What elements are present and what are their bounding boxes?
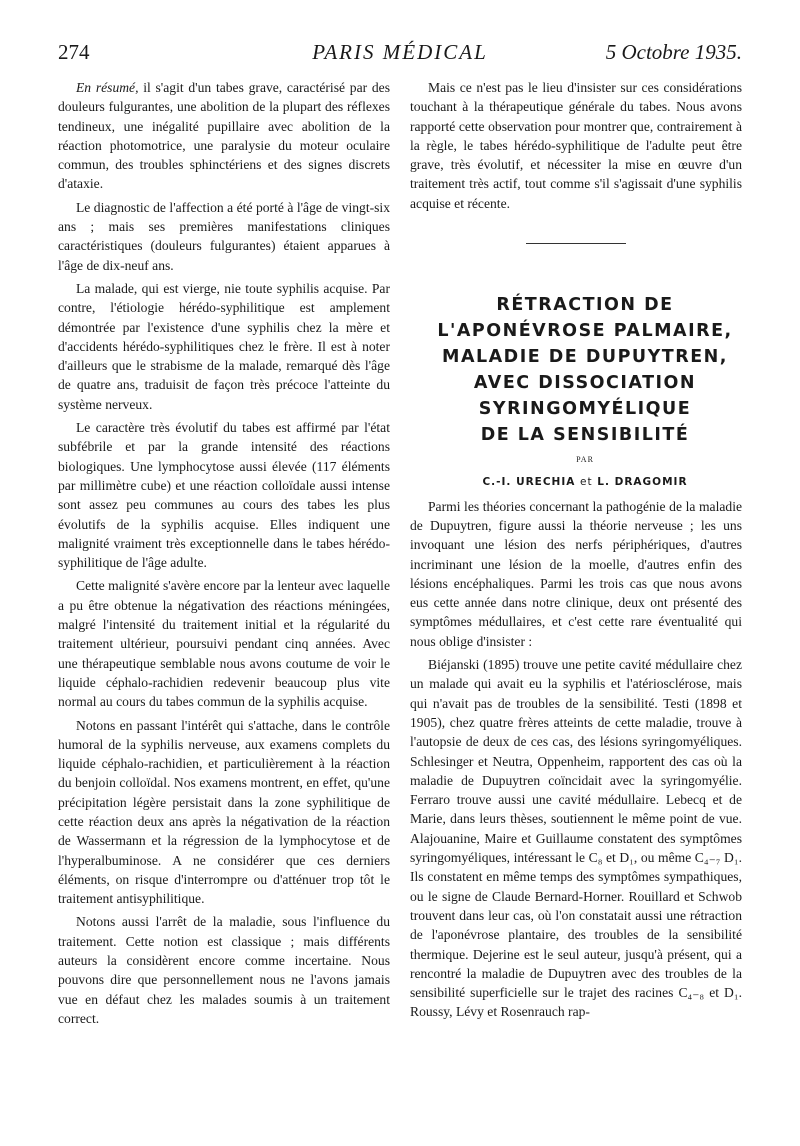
title-line: SYRINGOMYÉLIQUE — [478, 399, 692, 420]
title-line: L'APONÉVROSE PALMAIRE, — [437, 321, 733, 342]
author-dragomir: L. DRAGOMIR — [597, 476, 688, 489]
paragraph-text: il s'agit d'un tabes grave, caractérisé par des douleurs fulgurantes, une abolition de la plupart des réflexes tendineux, une inégalité pupillaire avec abolition de la réaction photomotrice, une paralysie du moteur oculaire commun, des troubles sphinctériens et des signes discrets d'ataxie. — [58, 80, 390, 192]
author-urechia: C.-I. URECHIA — [482, 476, 576, 489]
right-column — [410, 78, 742, 1026]
authors — [410, 473, 742, 492]
journal-title: PARIS MÉDICAL — [312, 40, 488, 64]
left-paragraph-5: Cette malignité s'avère encore par la lenteur avec laquelle a pu être obtenue la négativation des réactions méningées, malgré l'intensité du traitement initial et la régularité du traitement ultérieur, poursuivi pendant cinq années. Avec une thérapeutique semblable nous avons coutume de voir le liquide céphalo-rachidien redevenir beaucoup plus vite normal au cours du tabes commun de la syphilis acquise. — [58, 578, 390, 710]
title-line: AVEC DISSOCIATION — [473, 373, 697, 394]
left-paragraph-2: Le diagnostic de l'affection a été porté à l'âge de vingt-six ans ; mais ses premières manifestations cliniques caractéristiques (douleurs fulgurantes) étaient apparues à l'âge de dix-neuf ans. — [58, 199, 390, 273]
section-divider — [526, 243, 626, 244]
running-header — [58, 40, 742, 70]
left-paragraph-3: La malade, qui est vierge, nie toute syphilis acquise. Par contre, l'étiologie hérédo-syphilitique est amplement démontrée par l'existence d'une syphilis chez la mère et d'accidents hérédo-syphilitiques chez le frère. Il est à noter d'ailleurs que le strabisme de la malade, remarqué dès l'âge de quatre ans, traduisit de façon très précoce l'atteinte du système nerveux. — [58, 280, 390, 412]
title-line: MALADIE DE DUPUYTREN, — [442, 347, 728, 368]
right-paragraph-1: Parmi les théories concernant la pathogénie de la maladie de Dupuytren, figure aussi la théorie nerveuse ; les uns invoquant une lésion des nerfs périphériques, d'autres incriminant une lésion de la moelle, d'autres enfin des lésions encéphaliques. Parmi les trois cas que nous avons eus cette année dans notre clinique, deux ont présenté des symptômes médullaires, et c'est cette rare éventualité qui nous oblige d'insister : — [410, 498, 742, 649]
byline-par: PAR — [576, 455, 594, 465]
left-paragraph-6: Notons en passant l'intérêt qui s'attache, dans le contrôle humoral de la syphilis nerveuse, aux examens complets du liquide céphalo-rachidien, et particulièrement à la réaction du benjoin colloïdal. Nos examens montrent, en effet, qu'une précipitation légère persistait dans la zone syphilitique de cette réaction deux ans après la négativation de la réaction de Wassermann et la régression de la lymphocytose et de l'hyperalbuminose. A ne considérer que ces derniers éléments, on risque d'interrompre ou d'atténuer trop tôt le traitement antisyphilitique. — [58, 717, 390, 907]
left-paragraph-7: Notons aussi l'arrêt de la maladie, sous l'influence du traitement. Cette notion est classique ; mais différents auteurs la considèrent encore comme incertaine. Nous pouvons dire que personnellement nous ne l'avons jamais vue en défaut chez les malades soumis à un traitement correct. — [58, 914, 390, 1026]
issue-date: 5 Octobre 1935. — [605, 40, 742, 64]
left-paragraph-1 — [58, 78, 390, 194]
right-intro-paragraph: Mais ce n'est pas le lieu d'insister sur ces considérations touchant à la thérapeutique générale du tabes. Nous avons rapporté cette observation pour montrer que, contrairement à la règle, le tabes hérédo-syphilitique de l'adulte peut être grave, très évolutif, et nécessiter la mise en œuvre d'un traitement très actif, tout comme s'il s'agissait d'une syphilis acquise et récente. — [410, 80, 742, 211]
lead-in: En résumé, — [76, 80, 139, 95]
title-line: DE LA SENSIBILITÉ — [480, 425, 690, 446]
article-title — [410, 294, 742, 446]
right-paragraph-2: Biéjanski (1895) trouve une petite cavité médullaire chez un malade qui avait eu la syphilis et l'atériosclérose, mais qui n'avait pas de troubles de la sensibilité. Testi (1898 et 1905), chez quatre frères atteints de cette maladie, trouve à l'autopsie de deux de ces cas, des lésions syringomyéliques. Schlesinger et Neutra, Oppenheim, rapportent des cas où la maladie de Dupuytren coïncidait avec la syringomyélie. Ferraro trouve aussi une cavité médullaire. Lebecq et de Marie, dans leurs thèses, soutiennent le même point de vue. Alajouanine, Maire et Guillaume constatent des symptômes syringomyéliques, intéressant le C₈ et D₁, ou même C₄₋₇ D₁. Ils constatent en même temps des symptômes sympathiques, ou le signe de Claude Bernard-Horner. Rouillard et Schwob trouvent dans leur cas, où l'on constatait aussi une rétraction de l'aponévrose plantaire, des troubles de la sensibilité thermique. Dejerine est le seul auteur, jusqu'à présent, qui a rencontré la maladie de Dupuytren avec des troubles de la sensibilité superficielle sur le trajet des racines C₄₋₈ et D₁. Roussy, Lévy et Rosenrauch rap- — [410, 657, 742, 1020]
author-conjunction: et — [580, 476, 593, 489]
title-line: RÉTRACTION DE — [496, 295, 674, 316]
page-number: 274 — [58, 40, 90, 64]
left-column — [58, 78, 390, 1032]
left-paragraph-4: Le caractère très évolutif du tabes est affirmé par l'état subfébrile et par la grande intensité des réactions biologiques. Une lymphocytose aussi élevée (117 éléments par millimètre cube) et une réaction colloïdale aussi intense sont assez peu communes au cours des tabes les plus évolutifs de la syphilis acquise. Elles indiquent une malignité vraiment très exceptionnelle dans le tabes hérédo-syphilitique de l'âge adulte. — [58, 420, 390, 571]
